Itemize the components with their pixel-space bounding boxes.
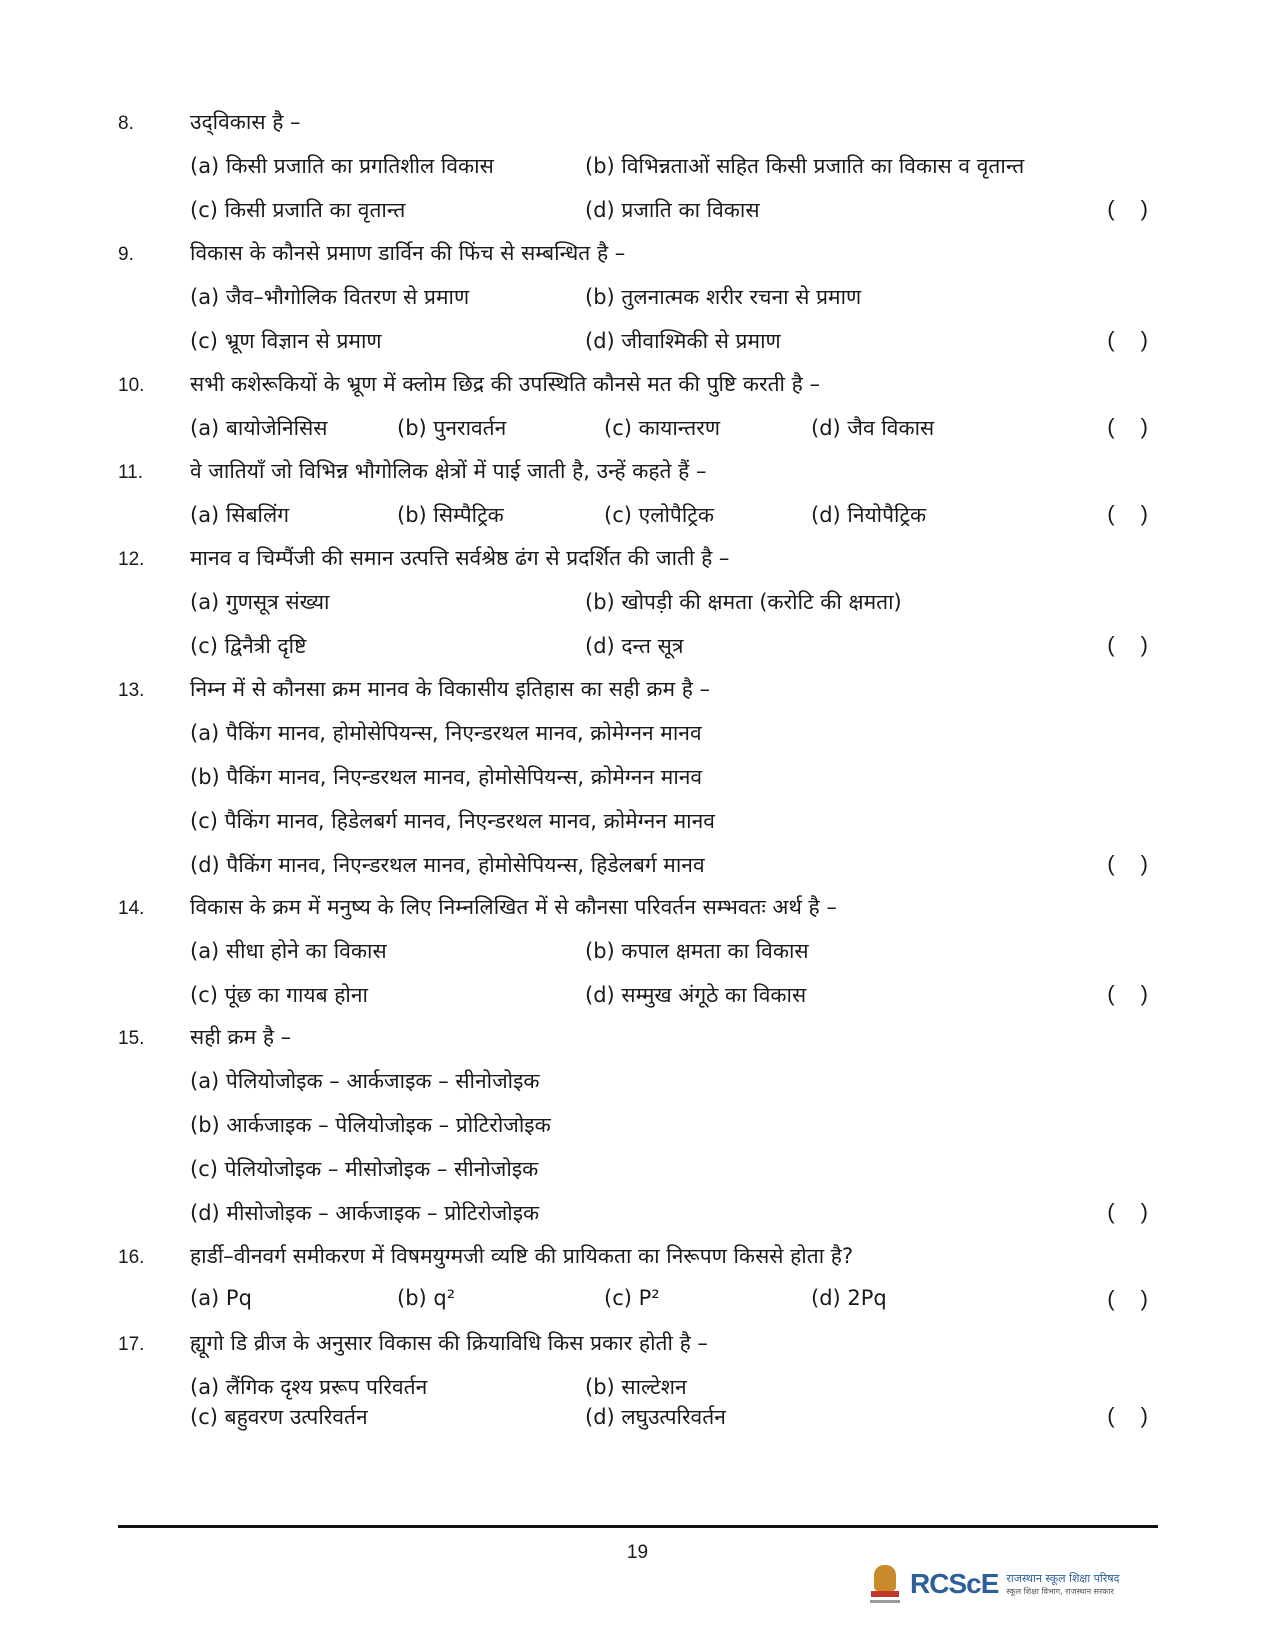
logo-brand: RCScE [910,1568,999,1599]
page-number: 19 [626,1542,649,1563]
question-17 [118,1329,1158,1433]
option-c: (c) पैकिंग मानव, हिडेलबर्ग मानव, निएन्डरथल मानव, क्रोमेग्नन मानव [190,809,715,833]
question-number: 11. [118,462,144,483]
answer-bracket: ( ) [1107,1199,1158,1224]
rcsce-logo [868,1552,1158,1616]
option-a: (a) बायोजेनिसिस [190,416,328,440]
option-a: (a) लैंगिक दृश्य प्ररूप परिवर्तन [190,1375,428,1399]
option-a: (a) जैव–भौगोलिक वितरण से प्रमाण [190,285,470,309]
answer-bracket: ( ) [1107,1286,1158,1311]
option-b: (b) विभिन्नताओं सहित किसी प्रजाति का विकास व वृतान्त [585,154,1025,178]
option-c: (c) P² [604,1286,660,1310]
question-14 [118,893,1158,1025]
answer-bracket: ( ) [1107,501,1158,526]
question-text: मानव व चिम्पैंजी की समान उत्पत्ति सर्वश्रेष्ठ ढंग से प्रदर्शित की जाती है – [190,546,730,570]
option-c: (c) एलोपैट्रिक [604,503,714,527]
option-b: (b) आर्कजाइक – पेलियोजोइक – प्रोटिरोजोइक [190,1113,551,1137]
state-emblem-icon [868,1561,902,1607]
question-12 [118,544,1158,676]
question-number: 17. [118,1334,145,1355]
question-number: 12. [118,549,145,570]
option-c: (c) द्विनैत्री दृष्टि [190,634,307,658]
question-text: सभी कशेरूकियों के भ्रूण में क्लोम छिद्र की उपस्थिति कौनसे मत की पुष्टि करती है – [190,372,820,396]
option-d: (d) लघुउत्परिवर्तन [585,1405,726,1429]
option-b: (b) साल्टेशन [585,1375,687,1399]
answer-bracket: ( ) [1107,981,1158,1006]
option-d: (d) 2Pq [811,1286,887,1310]
option-c: (c) बहुवरण उत्परिवर्तन [190,1405,368,1429]
logo-hindi-title: राजस्थान स्कूल शिक्षा परिषद [1006,1572,1120,1585]
option-a: (a) किसी प्रजाति का प्रगतिशील विकास [190,154,494,178]
option-c: (c) पेलियोजोइक – मीसोजोइक – सीनोजोइक [190,1157,539,1181]
question-number: 8. [118,113,134,134]
option-b: (b) q² [397,1286,456,1310]
option-a: (a) पेलियोजोइक – आर्कजाइक – सीनोजोइक [190,1069,540,1093]
question-text: हार्डी–वीनवर्ग समीकरण में विषमयुग्मजी व्यष्टि की प्रायिकता का निरूपण किससे होता है? [190,1244,854,1268]
answer-bracket: ( ) [1107,851,1158,876]
option-b: (b) पुनरावर्तन [397,416,507,440]
option-d: (d) प्रजाति का विकास [585,198,760,222]
logo-subtitle: स्कूल शिक्षा विभाग, राजस्थान सरकार [1006,1587,1114,1596]
option-b: (b) कपाल क्षमता का विकास [585,939,809,963]
question-9 [118,239,1158,371]
question-text: विकास के कौनसे प्रमाण डार्विन की फिंच से सम्बन्धित है – [190,241,626,265]
option-a: (a) गुणसूत्र संख्या [190,590,330,614]
option-b: (b) सिम्पैट्रिक [397,503,504,527]
footer-divider [118,1525,1158,1528]
question-number: 9. [118,244,134,265]
option-a: (a) सीधा होने का विकास [190,939,387,963]
option-d: (d) जैव विकास [811,416,935,440]
question-text: सही क्रम है – [190,1025,292,1049]
option-d: (d) मीसोजोइक – आर्कजाइक – प्रोटिरोजोइक [190,1201,540,1225]
option-c: (c) कायान्तरण [604,416,721,440]
option-c: (c) पूंछ का गायब होना [190,983,368,1007]
answer-bracket: ( ) [1107,1403,1158,1428]
question-13 [118,675,1158,895]
option-c: (c) भ्रूण विज्ञान से प्रमाण [190,329,382,353]
option-d: (d) जीवाश्मिकी से प्रमाण [585,329,781,353]
option-d: (d) नियोपैट्रिक [811,503,927,527]
answer-bracket: ( ) [1107,196,1158,221]
answer-bracket: ( ) [1107,327,1158,352]
option-d: (d) दन्त सूत्र [585,634,684,658]
option-a: (a) सिबलिंग [190,503,290,527]
answer-bracket: ( ) [1107,632,1158,657]
option-d: (d) पैकिंग मानव, निएन्डरथल मानव, होमोसेपियन्स, हिडेलबर्ग मानव [190,853,705,877]
option-b: (b) खोपड़ी की क्षमता (करोटि की क्षमता) [585,590,902,614]
question-number: 15. [118,1028,145,1049]
answer-bracket: ( ) [1107,414,1158,439]
question-text: वे जातियाँ जो विभिन्न भौगोलिक क्षेत्रों में पाई जाती है, उन्हें कहते हैं – [190,459,707,483]
option-a: (a) पैकिंग मानव, होमोसेपियन्स, निएन्डरथल मानव, क्रोमेग्नन मानव [190,721,702,745]
question-16 [118,1242,1158,1330]
option-b: (b) पैकिंग मानव, निएन्डरथल मानव, होमोसेपियन्स, क्रोमेग्नन मानव [190,765,703,789]
option-d: (d) सम्मुख अंगूठे का विकास [585,983,807,1007]
question-15 [118,1023,1158,1243]
option-b: (b) तुलनात्मक शरीर रचना से प्रमाण [585,285,862,309]
question-text: ह्यूगो डि व्रीज के अनुसार विकास की क्रियाविधि किस प्रकार होती है – [190,1331,708,1355]
option-a: (a) Pq [190,1286,252,1310]
question-number: 14. [118,898,145,919]
question-number: 16. [118,1247,145,1268]
question-number: 13. [118,680,145,701]
question-text: निम्न में से कौनसा क्रम मानव के विकासीय इतिहास का सही क्रम है – [190,677,711,701]
question-11 [118,457,1158,545]
question-10 [118,370,1158,458]
option-c: (c) किसी प्रजाति का वृतान्त [190,198,406,222]
question-number: 10. [118,375,145,396]
question-text: उद्‌विकास है – [190,110,301,134]
question-8 [118,108,1158,240]
question-text: विकास के क्रम में मनुष्य के लिए निम्नलिखित में से कौनसा परिवर्तन सम्भवतः अर्थ है – [190,895,837,919]
